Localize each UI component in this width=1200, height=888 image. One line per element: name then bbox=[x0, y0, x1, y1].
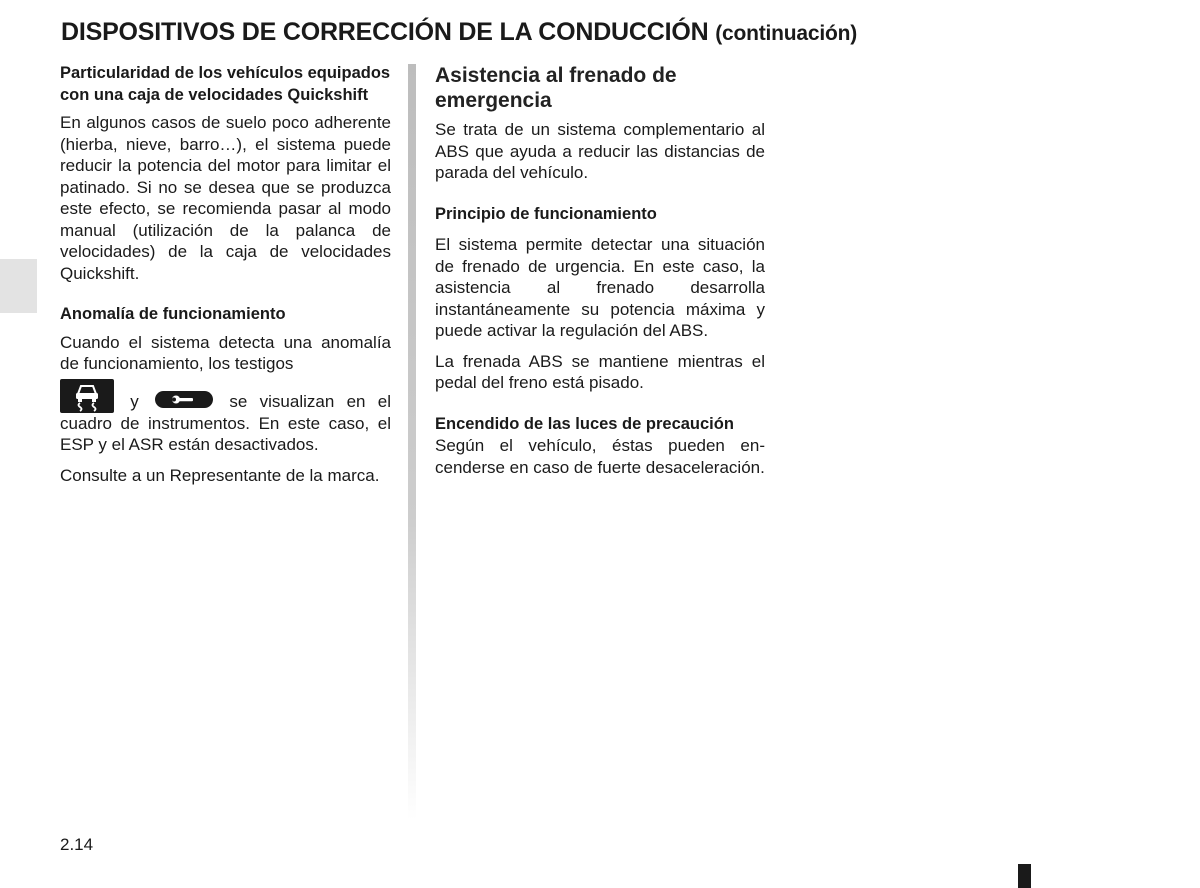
brake-assist-intro: Se trata de un sistema complementario al ABS que ayuda a reducir las distancias de parada del vehículo. bbox=[435, 120, 765, 182]
column-divider bbox=[408, 64, 416, 820]
hazard-lights-heading: Encendido de las luces de precaución bbox=[435, 414, 734, 433]
connector-y: y bbox=[130, 391, 139, 411]
esp-skid-warning-icon bbox=[60, 379, 114, 413]
malfunction-paragraph-2 bbox=[60, 379, 391, 456]
title-main: DISPOSITIVOS DE CORRECCIÓN DE LA CONDUCCIÓN bbox=[61, 18, 709, 46]
principle-heading: Principio de funcionamiento bbox=[435, 204, 657, 223]
page-title bbox=[61, 18, 857, 47]
malfunction-text-continued: se visualizan en el cuadro de instrumentos. En este caso, el ESP y el ASR están desactivados. bbox=[60, 391, 391, 454]
wrench-service-warning-icon bbox=[155, 391, 213, 408]
right-column bbox=[435, 63, 765, 487]
quickshift-heading: Particularidad de los vehículos equipados con una caja de velocidades Quickshift bbox=[60, 64, 391, 104]
principle-paragraph-1: El sistema permite detectar una situación de frenado de urgencia. En este caso, la asistencia al frenado desarrolla instantáneamente su potencia máxima y puede activar la regulación del ABS. bbox=[435, 235, 765, 340]
page-edge-marker bbox=[1018, 864, 1031, 888]
hazard-lights-paragraph: Según el vehículo, éstas pueden encenderse en caso de fuerte desaceleración. bbox=[435, 436, 765, 477]
title-suffix: (continuación) bbox=[715, 22, 858, 45]
left-column bbox=[60, 63, 391, 495]
malfunction-heading: Anomalía de funcionamiento bbox=[60, 305, 286, 323]
principle-paragraph-2: La frenada ABS se mantiene mientras el pedal del freno está pisado. bbox=[435, 351, 765, 392]
emergency-brake-assist-heading: Asistencia al frenado de emergencia bbox=[435, 64, 677, 112]
malfunction-paragraph-1: Cuando el sistema detecta una anomalía de funcionamiento, los testigos bbox=[60, 332, 391, 373]
quickshift-paragraph: En algunos casos de suelo poco adherente (hierba, nieve, barro…), el sistema puede reducir la potencia del motor para limitar el patinado. Si no se desea que se produzca este efecto, se recomienda pasar al modo manual (utilización de la palanca de velocidades) de la caja de velocidades Quickshift. bbox=[60, 113, 391, 283]
chapter-tab-marker bbox=[0, 259, 37, 313]
page-number: 2.14 bbox=[60, 835, 94, 854]
consult-dealer-paragraph: Consulte a un Representante de la marca. bbox=[60, 465, 380, 485]
